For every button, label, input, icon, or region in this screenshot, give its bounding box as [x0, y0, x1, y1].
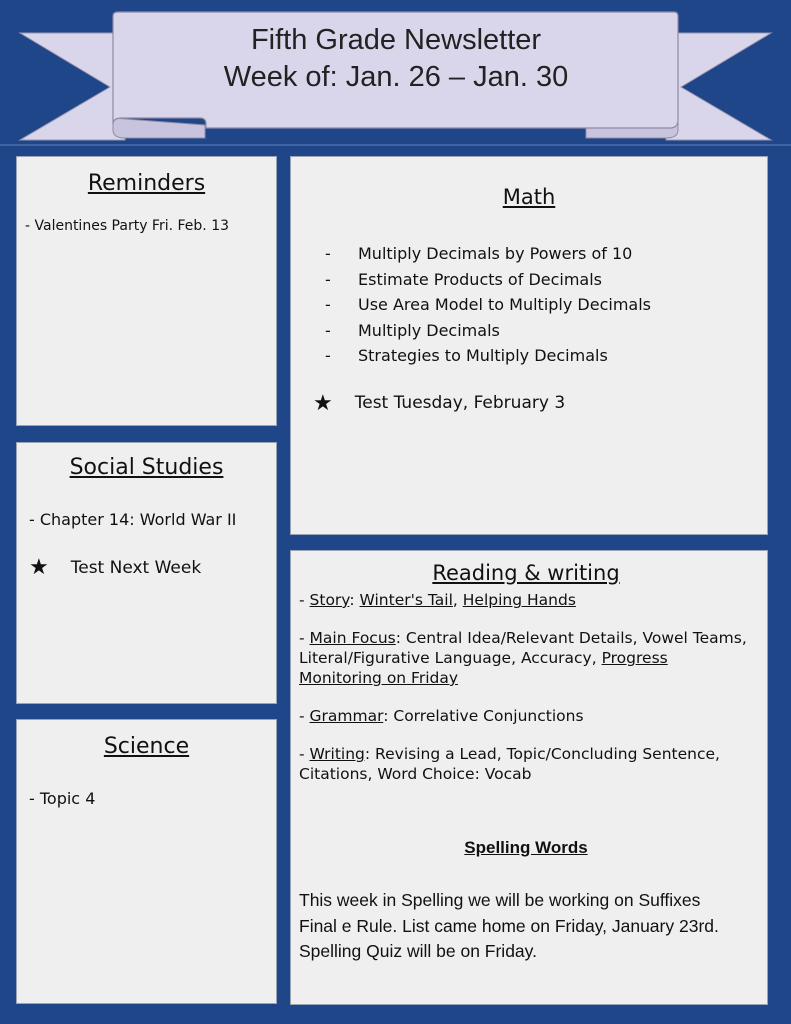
science-item: - Topic 4: [29, 789, 96, 808]
reading-writing-title: Reading & writing: [432, 561, 620, 585]
title-line-1: Fifth Grade Newsletter: [250, 24, 542, 56]
spelling-words-title: Spelling Words: [464, 838, 588, 857]
social-studies-item: - Chapter 14: World War II: [29, 510, 237, 529]
math-topic-list: [325, 241, 767, 369]
story-book-1: Winter's Tail: [359, 591, 453, 609]
grammar-line: - Grammar: Correlative Conjunctions: [299, 707, 584, 725]
main-focus-line: - Main Focus: Central Idea/Relevant Details, Vowel Teams, Literal/Figurative Language, Accuracy, Progress Monitoring on Friday: [299, 629, 747, 687]
reminders-title: Reminders: [87, 171, 206, 196]
reminders-panel: [16, 156, 277, 426]
math-title: Math: [502, 185, 556, 209]
social-studies-test-note: [29, 555, 276, 580]
social-studies-panel: [16, 442, 277, 704]
title-line-2: Week of: Jan. 26 – Jan. 30: [223, 61, 569, 93]
star-icon: ★: [313, 390, 333, 416]
science-panel: [16, 719, 277, 1004]
list-item: - Estimate Products of Decimals: [325, 269, 603, 289]
progress-monitoring-note: Progress Monitoring on Friday: [299, 649, 668, 687]
list-item: - Multiply Decimals by Powers of 10: [325, 244, 633, 263]
science-title: Science: [103, 734, 190, 759]
story-book-2: Helping Hands: [462, 591, 576, 609]
header-divider: [0, 144, 791, 146]
writing-line: - Writing: Revising a Lead, Topic/Concluding Sentence, Citations, Word Choice: Vocab: [299, 745, 720, 783]
social-studies-title: Social Studies: [69, 455, 224, 480]
math-panel: [290, 156, 768, 535]
star-icon: ★: [29, 555, 49, 580]
story-line: - Story: Winter's Tail, Helping Hands: [299, 591, 576, 609]
math-test-note: [313, 391, 767, 416]
reading-writing-panel: [290, 550, 768, 1005]
newsletter-title: [115, 22, 677, 96]
math-test-text: Test Tuesday, February 3: [354, 393, 566, 413]
social-studies-test-text: Test Next Week: [70, 557, 202, 578]
spelling-words-body: This week in Spelling we will be working on Suffixes Final e Rule. List came home on Friday, January 23rd. Spelling Quiz will be on Friday.: [299, 890, 719, 961]
list-item: - Strategies to Multiply Decimals: [325, 346, 608, 365]
reminder-item: - Valentines Party Fri. Feb. 13: [25, 218, 230, 234]
list-item: - Use Area Model to Multiply Decimals: [325, 295, 651, 314]
list-item: - Multiply Decimals: [325, 320, 500, 340]
header-banner: [0, 0, 791, 145]
